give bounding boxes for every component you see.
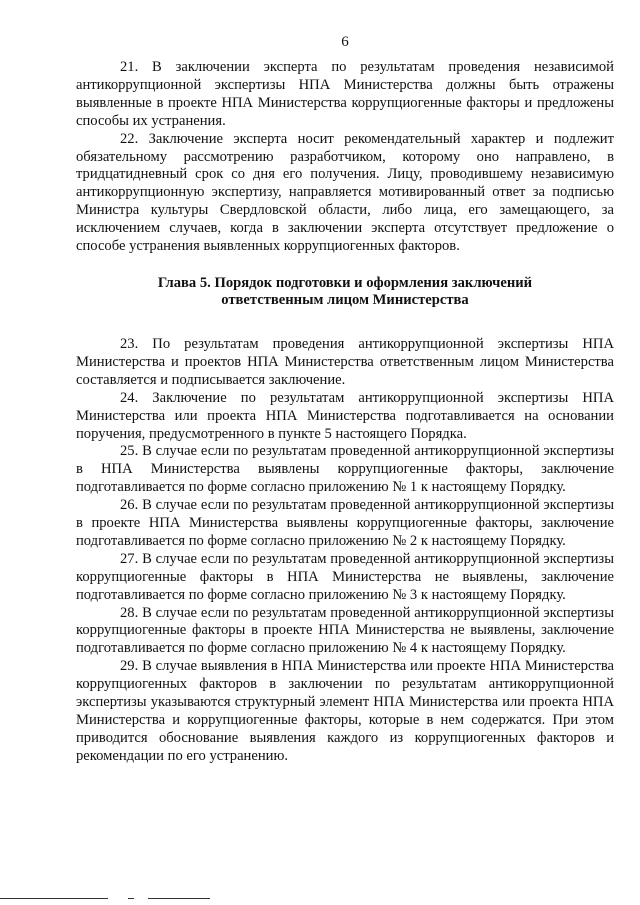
footer-rule-left	[0, 898, 108, 899]
chapter-heading-line-1: Глава 5. Порядок подготовки и оформления заключений	[157, 274, 533, 291]
paragraph-23: 23. По результатам проведения антикоррупционной экспертизы НПА Министерства и проектов НПА Министерства ответственным лицом Министерства составляется и подписывается заключение.	[76, 335, 614, 388]
footer-rule-right	[148, 898, 210, 899]
spacer	[76, 256, 614, 275]
paragraph-21: 21. В заключении эксперта по результатам проведения независимой антикоррупционной экспертизы НПА Министерства должны быть отражены выявленные в проекте НПА Министерства коррупциогенные факторы и предложены способы их устранения.	[76, 59, 614, 129]
spacer	[76, 310, 614, 336]
paragraph-22: 22. Заключение эксперта носит рекомендательный характер и подлежит обязательному рассмотрению разработчиком, которому оно направлено, в тридцатидневный срок со дня его получения. Лицу, проводившему независимую антикоррупционную экспертизу, направляется мотивированный ответ за подписью Министра культуры Свердловской области, либо лица, его замещающего, за исключением случаев, когда в заключении эксперта отсутствует предложение о способе устранения выявленных коррупциогенных факторов.	[76, 130, 614, 255]
chapter-heading	[76, 275, 614, 310]
paragraph-25: 25. В случае если по результатам проведенной антикоррупционной экспертизы в НПА Министерства выявлены коррупциогенные факторы, заключение подготавливается по форме согласно приложению № 1 к настоящему Порядку.	[76, 443, 614, 496]
paragraph-26: 26. В случае если по результатам проведенной антикоррупционной экспертизы в проекте НПА Министерства выявлены коррупциогенные факторы, заключение подготавливается по форме согласно приложению № 2 к настоящему Порядку.	[76, 497, 614, 549]
paragraph-24: 24. Заключение по результатам антикоррупционной экспертизы НПА Министерства или проекта НПА Министерства подготавливается на основании поручения, предусмотренного в пункте 5 настоящего Порядка.	[76, 389, 614, 442]
paragraph-27: 27. В случае если по результатам проведенной антикоррупционной экспертизы коррупциогенные факторы в НПА Министерства не выявлены, заключение подготавливается по форме согласно приложению № 3 к настоящему Порядку.	[76, 550, 614, 603]
footer-rule-dot	[128, 898, 134, 899]
page-number: 6	[341, 34, 349, 50]
paragraph-29: 29. В случае выявления в НПА Министерства или проекте НПА Министерства коррупциогенных факторов в заключении по результатам антикоррупционной экспертизы указываются структурный элемент НПА Министерства или проекта НПА Министерства и коррупциогенные факторы, которые в нем содержатся. При этом приводится обоснование выявления каждого из коррупциогенных факторов и рекомендации по его устранению.	[76, 658, 614, 764]
chapter-heading-line-2: ответственным лицом Министерства	[221, 292, 469, 309]
paragraph-28: 28. В случае если по результатам проведенной антикоррупционной экспертизы коррупциогенные факторы в проекте НПА Министерства не выявлены, заключение подготавливается по форме согласно приложению № 4 к настоящему Порядку.	[76, 604, 614, 657]
